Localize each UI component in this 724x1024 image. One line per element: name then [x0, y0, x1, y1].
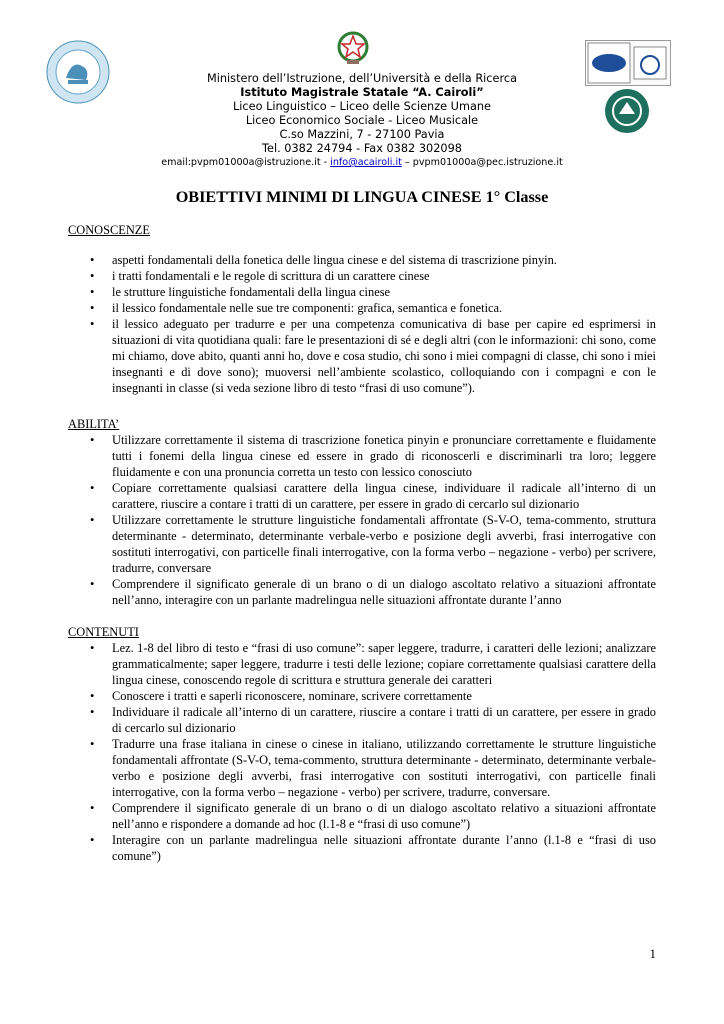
section-heading: CONOSCENZE — [68, 223, 150, 237]
bullet-icon: • — [90, 301, 95, 315]
email-link[interactable]: info@acairoli.it — [330, 157, 402, 168]
header-email-line — [120, 156, 604, 170]
bullet-icon: • — [90, 433, 95, 447]
page-number: 1 — [649, 946, 656, 961]
list-item — [68, 432, 656, 480]
bullet-icon: • — [90, 801, 95, 815]
list-item — [68, 800, 656, 832]
school-header — [120, 72, 604, 170]
email-prefix: email:pvpm01000a@istruzione.it - — [161, 157, 331, 168]
list-item-text: il lessico fondamentale nelle sue tre componenti: grafica, semantica e fonetica. — [112, 301, 503, 315]
bullet-list — [68, 640, 656, 864]
list-item-text: Individuare il radicale all’interno di un carattere, riuscire a contare i tratti di un carattere, per essere in grado di cercarlo sul dizionario — [112, 705, 656, 735]
document-body — [68, 222, 656, 864]
section-contenuti — [68, 624, 656, 864]
list-item-text: i tratti fondamentali e le regole di scrittura di un carattere cinese — [112, 269, 430, 283]
list-item — [68, 284, 656, 300]
list-item — [68, 832, 656, 864]
list-item — [68, 688, 656, 704]
list-item — [68, 576, 656, 608]
list-item-text: Tradurre una frase italiana in cinese o cinese in italiano, utilizzando correttamente le strutture linguistiche fondamentali affrontate (S-V-O, tema-commento, struttura determinante - determinato, determinante verbale-verbo e posizione degli avverbi, frasi interrogative con sostituti interrogativi, con particelle finali interrogative, con la forma verbo – negazione - verbo) per scrivere, tradurre, conversare. — [112, 737, 656, 799]
header-courses-2: Liceo Economico Sociale - Liceo Musicale — [245, 114, 479, 127]
list-item — [68, 316, 656, 396]
bullet-list — [68, 252, 656, 396]
list-item — [68, 512, 656, 576]
istituto-cairoli-logo-icon — [46, 40, 110, 104]
bullet-icon: • — [90, 317, 95, 331]
list-item — [68, 300, 656, 316]
list-item-text: Lez. 1-8 del libro di testo e “frasi di uso comune”: saper leggere, tradurre, i caratteri delle lezioni; analizzare grammaticalmente; saper leggere, tradurre i testi delle lezione; copiare correttamente qualsiasi carattere della lingua cinese, conoscendo regole di scrittura e struttura generale dei caratteri — [112, 641, 656, 687]
bullet-icon: • — [90, 737, 95, 751]
section-conoscenze — [68, 222, 656, 396]
italian-republic-emblem-icon — [336, 30, 370, 66]
email-suffix: – pvpm01000a@pec.istruzione.it — [401, 157, 563, 168]
list-item-text: le strutture linguistiche fondamentali della lingua cinese — [112, 285, 391, 299]
section-heading: CONTENUTI — [68, 625, 139, 639]
list-item — [68, 736, 656, 800]
section-abilita — [68, 416, 656, 608]
list-item — [68, 640, 656, 688]
header-courses-1: Liceo Linguistico – Liceo delle Scienze Umane — [232, 100, 491, 113]
list-item-text: il lessico adeguato per tradurre e per una competenza comunicativa di base per capire ed esprimersi in situazioni di vita quotidiana quali: fare le presentazioni di sé e degli altri (con le informazioni: chi sono, come mi chiamo, dove abito, quanti anni ho, dove e cosa studio, chi sono i miei compagni di classe, chi sono i miei insegnanti e di dove sono); muoversi nell’ambiente scolastico, colloquiando con i compagni e con le insegnanti in classe (si veda sezione libro di testo “frasi di uso comune”). — [112, 317, 656, 395]
list-item — [68, 252, 656, 268]
list-item-text: Comprendere il significato generale di un brano o di un dialogo ascoltato relativo a situazioni affrontate nell’anno e rispondere a domande ad hoc (l.1-8 e “frasi di uso comune”) — [112, 801, 656, 831]
bullet-icon: • — [90, 481, 95, 495]
bullet-list — [68, 432, 656, 608]
header-phone: Tel. 0382 24794 - Fax 0382 302098 — [262, 142, 462, 155]
list-item-text: Copiare correttamente qualsiasi carattere della lingua cinese, individuare il radicale all’interno di un carattere, riuscire a contare i tratti di un carattere, per essere in grado di cercarlo sul dizionario — [112, 481, 656, 511]
header-address: C.so Mazzini, 7 - 27100 Pavia — [279, 128, 445, 141]
list-item-text: Comprendere il significato generale di un brano o di un dialogo ascoltato relativo a situazioni affrontate nell’anno, interagire con un parlante madrelingua nelle situazioni affrontate durante l’anno — [112, 577, 656, 607]
list-item-text: Utilizzare correttamente il sistema di trascrizione fonetica pinyin e pronunciare correttamente e fluidamente tutti i fonemi della lingua cinese ed essere in grado di riconoscerli e discriminarli tra loro; leggere fluidamente e con una pronuncia corretta un testo con lessico conosciuto — [112, 433, 656, 479]
list-item-text: Interagire con un parlante madrelingua nelle situazioni affrontate durante l’anno (l.1-8 e “frasi di uso comune”) — [112, 833, 656, 863]
list-item-text: Utilizzare correttamente le strutture linguistiche fondamentali affrontate (S-V-O, tema-commento, struttura determinante - determinato, determinante verbale-verbo e posizione degli avverbi, frasi interrogative con sostituti interrogativi, con particelle finali interrogative, con la forma verbo – negazione - verbo) per scrivere, tradurre, conversare — [112, 513, 656, 575]
list-item-text: aspetti fondamentali della fonetica delle lingua cinese e del sistema di trascrizione pinyin. — [112, 253, 557, 267]
accredia-logo-icon — [604, 88, 650, 134]
list-item — [68, 704, 656, 736]
header-school-name: Istituto Magistrale Statale “A. Cairoli” — [240, 86, 484, 99]
document-title: OBIETTIVI MINIMI DI LINGUA CINESE 1° Classe — [175, 188, 549, 206]
bullet-icon: • — [90, 285, 95, 299]
bullet-icon: • — [90, 513, 95, 527]
bullet-icon: • — [90, 577, 95, 591]
bullet-icon: • — [90, 253, 95, 267]
list-item — [68, 480, 656, 512]
header-ministry: Ministero dell’Istruzione, dell’Università e della Ricerca — [207, 72, 517, 85]
bullet-icon: • — [90, 833, 95, 847]
list-item-text: Conoscere i tratti e saperli riconoscere, nominare, scrivere correttamente — [112, 689, 472, 703]
bullet-icon: • — [90, 269, 95, 283]
section-heading: ABILITA’ — [68, 417, 120, 431]
bullet-icon: • — [90, 641, 95, 655]
bullet-icon: • — [90, 705, 95, 719]
list-item — [68, 268, 656, 284]
bullet-icon: • — [90, 689, 95, 703]
